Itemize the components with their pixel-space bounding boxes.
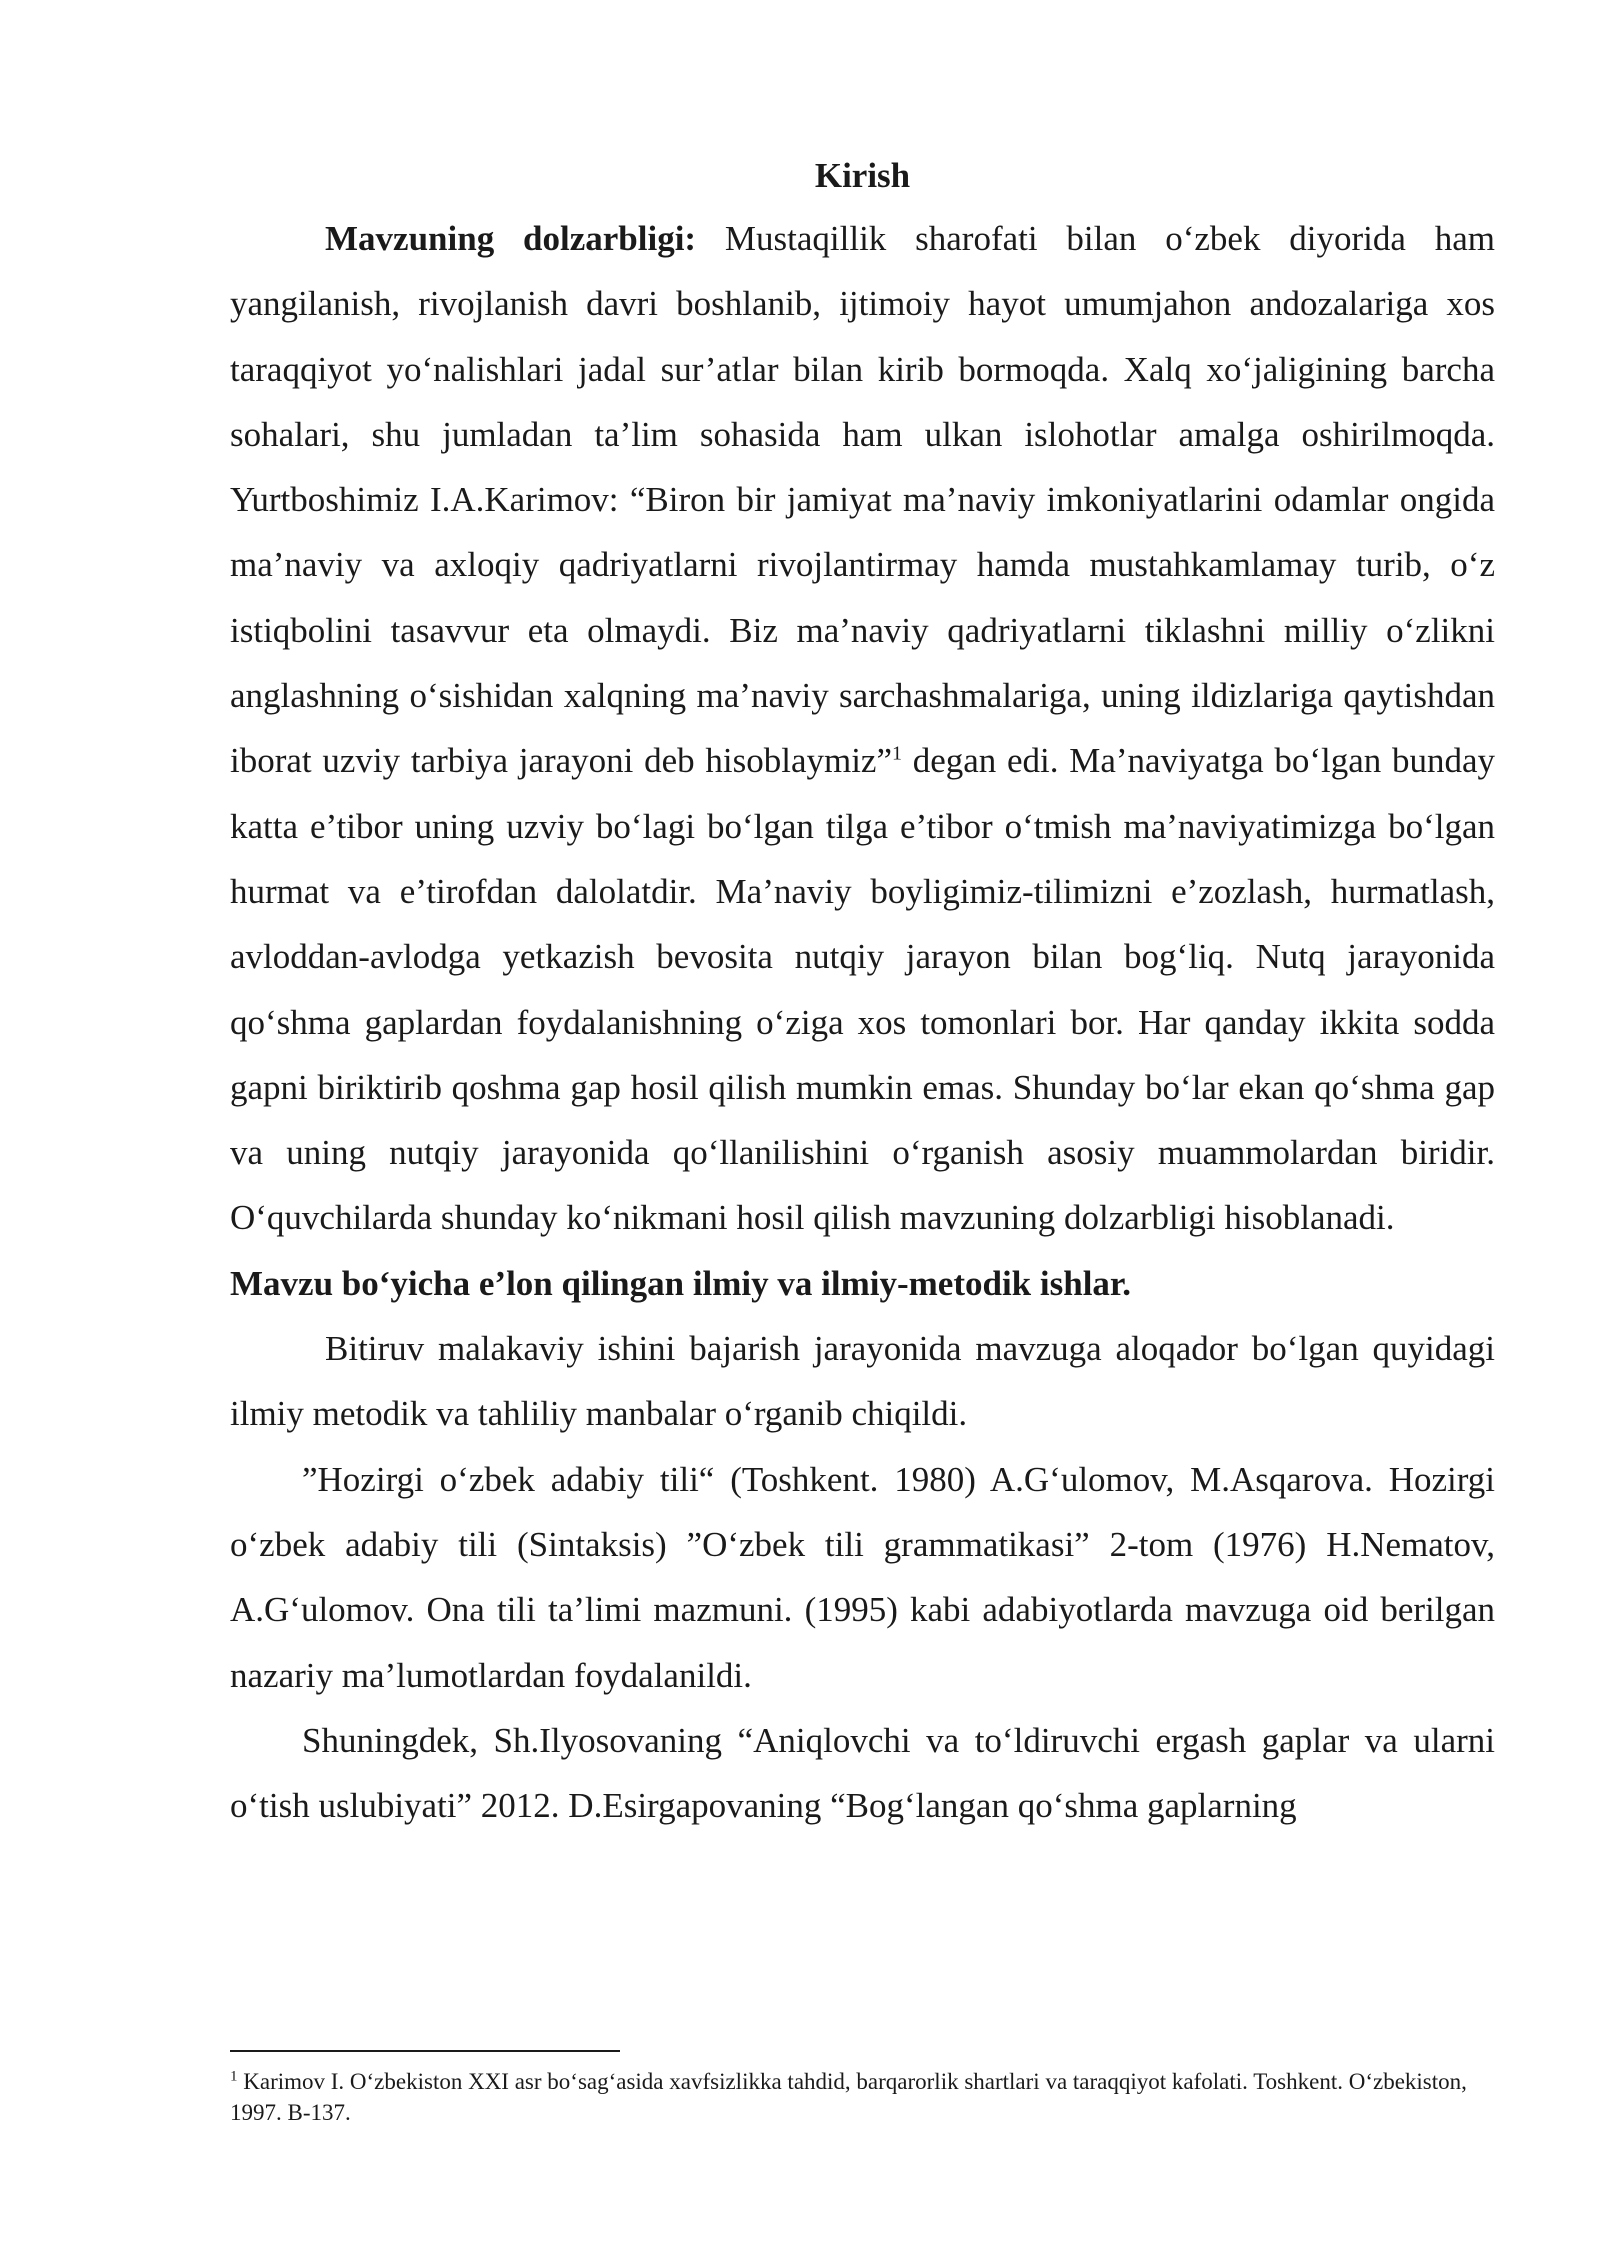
footnote-reference[interactable]: 1 xyxy=(892,742,902,765)
paragraph-further-works: Shuningdek, Sh.Ilyosovaning “Aniqlovchi va to‘ldiruvchi ergash gaplar va ularni o‘tish uslubiyati” 2012. D.Esirgapovaning “Bog‘langan qo‘shma gaplarning xyxy=(230,1720,1495,1826)
intro-text-part1: Mustaqillik sharofati bilan o‘zbek diyorida ham yangilanish, rivojlanish davri boshlanib, ijtimoiy hayot umumjahon andozalariga xos taraqqiyot yo‘nalishlari jadal sur’atlar bilan kirib bormoqda. Xalq xo‘jaligining barcha sohalari, shu jumladan ta’lim sohasida ham ulkan islohotlar amalga oshirilmoqda. Yurtboshimiz I.A.Karimov: “Biron bir jamiyat ma’naviy imkoniyatlarini odamlar ongida ma’naviy va axloqiy qadriyatlarni rivojlantirmay hamda mustahkamlamay turib, o‘z istiqbolini tasavvur eta olmaydi. Biz ma’naviy qadriyatlarni tiklashni milliy o‘zlikni anglashning o‘sishidan xalqning ma’naviy sarchashmalariga, uning ildizlariga qaytishdan iborat uzviy tarbiya jarayoni deb hisoblaymiz” xyxy=(230,219,1495,781)
section-heading: Mavzu bo‘yicha e’lon qilingan ilmiy va ilmiy-metodik ishlar. xyxy=(230,1263,1131,1303)
page-title: Kirish xyxy=(814,156,911,195)
intro-text-part2: degan edi. Ma’naviyatga bo‘lgan bunday katta e’tibor uning uzviy bo‘lagi bo‘lgan tilga e’tibor o‘tmish ma’naviyatimizga bo‘lgan hurmat va e’tirofdan dalolatdir. Ma’naviy boyligimiz-tilimizni e’zozlash, hurmatlash, avloddan-avlodga yetkazish bevosita nutqiy jarayon bilan bog‘liq. Nutq jarayonida qo‘shma gaplardan foydalanishning o‘ziga xos tomonlari bor. Har qanday ikkita sodda gapni biriktirib qoshma gap hosil qilish mumkin emas. Shunday bo‘lar ekan qo‘shma gap va uning nutqiy jarayonida qo‘llanilishini o‘rganish asosiy muammolardan biridir. O‘quvchilarda shunday ko‘nikmani hosil qilish mavzuning dolzarbligi hisoblanadi. xyxy=(230,741,1495,1238)
footnote-text: Karimov I. O‘zbekiston XXI asr bo‘sag‘asida xavfsizlikka tahdid, barqarorlik shartlari va taraqqiyot kafolati. Toshkent. O‘zbekiston, 1997. B-137. xyxy=(230,2069,1467,2125)
footnote xyxy=(230,2066,1495,2128)
document-page xyxy=(230,146,1495,1838)
paragraph-literature: ”Hozirgi o‘zbek adabiy tili“ (Toshkent. 1980) A.G‘ulomov, M.Asqarova. Hozirgi o‘zbek adabiy tili (Sintaksis) ”O‘zbek tili grammatikasi” 2-tom (1976) H.Nematov, A.G‘ulomov. Ona tili ta’limi mazmuni. (1995) kabi adabiyotlarda mavzuga oid berilgan nazariy ma’lumotlardan foydalanildi. xyxy=(230,1459,1495,1695)
intro-lead: Mavzuning dolzarbligi: xyxy=(325,219,697,258)
intro-paragraph xyxy=(230,206,1495,1251)
footnote-separator xyxy=(230,2050,620,2052)
footnote-number: 1 xyxy=(230,2068,238,2085)
paragraph-sources: Bitiruv malakaviy ishini bajarish jarayonida mavzuga aloqador bo‘lgan quyidagi ilmiy metodik va tahliliy manbalar o‘rganib chiqildi. xyxy=(230,1329,1495,1434)
